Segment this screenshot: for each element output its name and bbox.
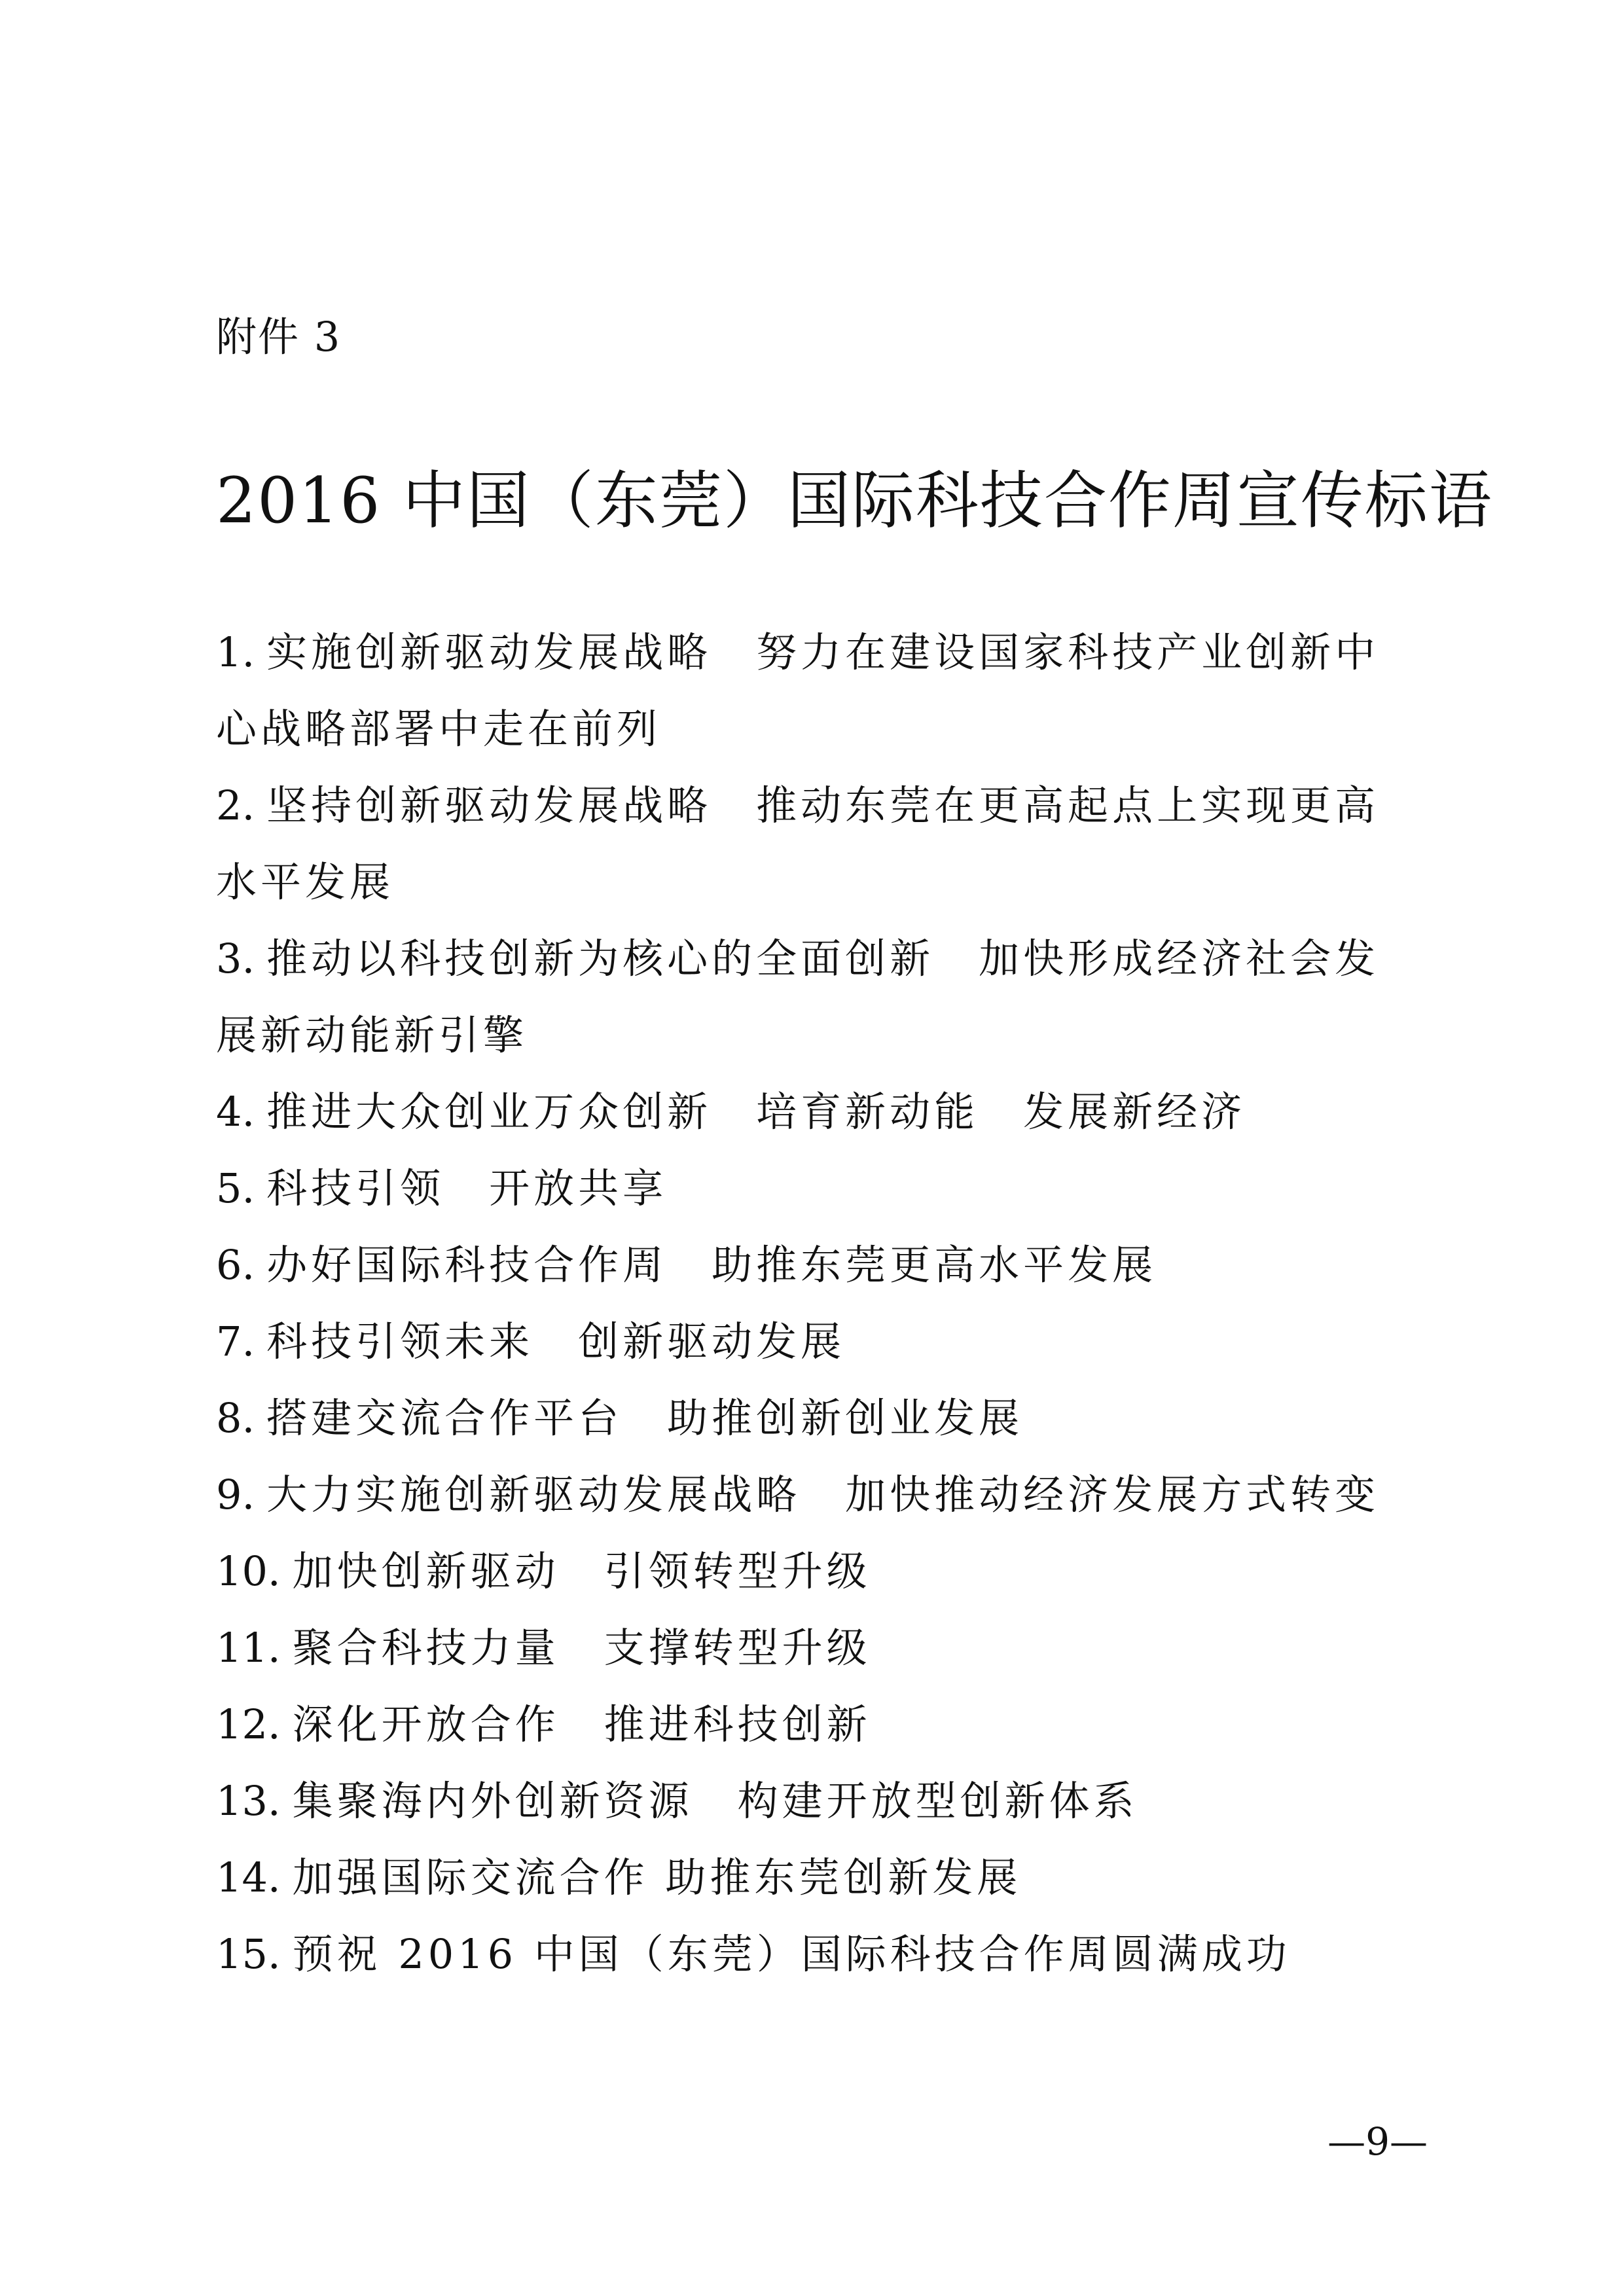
item-text: 推进大众创业万众创新 培育新动能 发展新经济 — [266, 1088, 1246, 1136]
list-item — [216, 1303, 1414, 1380]
item-number: 9. — [216, 1471, 255, 1518]
item-number: 3. — [216, 935, 255, 982]
item-text: 加强国际交流合作 助推东莞创新发展 — [292, 1854, 1022, 1901]
attachment-label: 附件 3 — [216, 313, 342, 361]
list-item — [216, 920, 1414, 1073]
list-item — [216, 1533, 1414, 1609]
item-number: 15. — [216, 1930, 281, 1978]
item-text: 科技引领未来 创新驱动发展 — [266, 1318, 846, 1365]
list-item — [216, 1227, 1414, 1303]
list-item — [216, 614, 1414, 767]
item-number: 7. — [216, 1318, 255, 1365]
item-number: 2. — [216, 781, 255, 829]
item-text: 科技引领 开放共享 — [266, 1164, 668, 1212]
item-text: 坚持创新驱动发展战略 推动东莞在更高起点上实现更高水平发展 — [216, 781, 1380, 906]
item-text: 预祝 2016 中国（东莞）国际科技合作周圆满成功 — [292, 1930, 1291, 1978]
list-item — [216, 1073, 1414, 1150]
item-text: 集聚海内外创新资源 构建开放型创新体系 — [292, 1777, 1138, 1825]
item-text: 大力实施创新驱动发展战略 加快推动经济发展方式转变 — [266, 1471, 1380, 1518]
item-text: 推动以科技创新为核心的全面创新 加快形成经济社会发展新动能新引擎 — [216, 935, 1380, 1059]
item-number: 1. — [216, 628, 255, 676]
item-number: 5. — [216, 1164, 255, 1212]
item-text: 深化开放合作 推进科技创新 — [292, 1700, 871, 1748]
item-text: 实施创新驱动发展战略 努力在建设国家科技产业创新中心战略部署中走在前列 — [216, 628, 1380, 753]
list-item — [216, 1456, 1414, 1533]
item-number: 6. — [216, 1241, 255, 1289]
list-item — [216, 767, 1414, 920]
item-text: 聚合科技力量 支撑转型升级 — [292, 1624, 871, 1672]
item-number: 10. — [216, 1547, 281, 1595]
list-item — [216, 1686, 1414, 1763]
list-item — [216, 1380, 1414, 1456]
item-number: 8. — [216, 1394, 255, 1442]
item-number: 13. — [216, 1777, 281, 1825]
item-number: 11. — [216, 1624, 281, 1672]
page-number: —9— — [1327, 2119, 1428, 2164]
item-text: 搭建交流合作平台 助推创新创业发展 — [266, 1394, 1024, 1442]
list-item — [216, 1916, 1414, 1992]
item-number: 14. — [216, 1854, 281, 1901]
page-title: 2016 中国（东莞）国际科技合作周宣传标语 — [216, 464, 1493, 537]
list-item — [216, 1839, 1414, 1916]
slogan-list — [216, 614, 1414, 1992]
list-item — [216, 1763, 1414, 1839]
list-item — [216, 1609, 1414, 1686]
item-text: 办好国际科技合作周 助推东莞更高水平发展 — [266, 1241, 1157, 1289]
item-number: 12. — [216, 1700, 281, 1748]
item-number: 4. — [216, 1088, 255, 1136]
list-item — [216, 1150, 1414, 1227]
item-text: 加快创新驱动 引领转型升级 — [292, 1547, 871, 1595]
